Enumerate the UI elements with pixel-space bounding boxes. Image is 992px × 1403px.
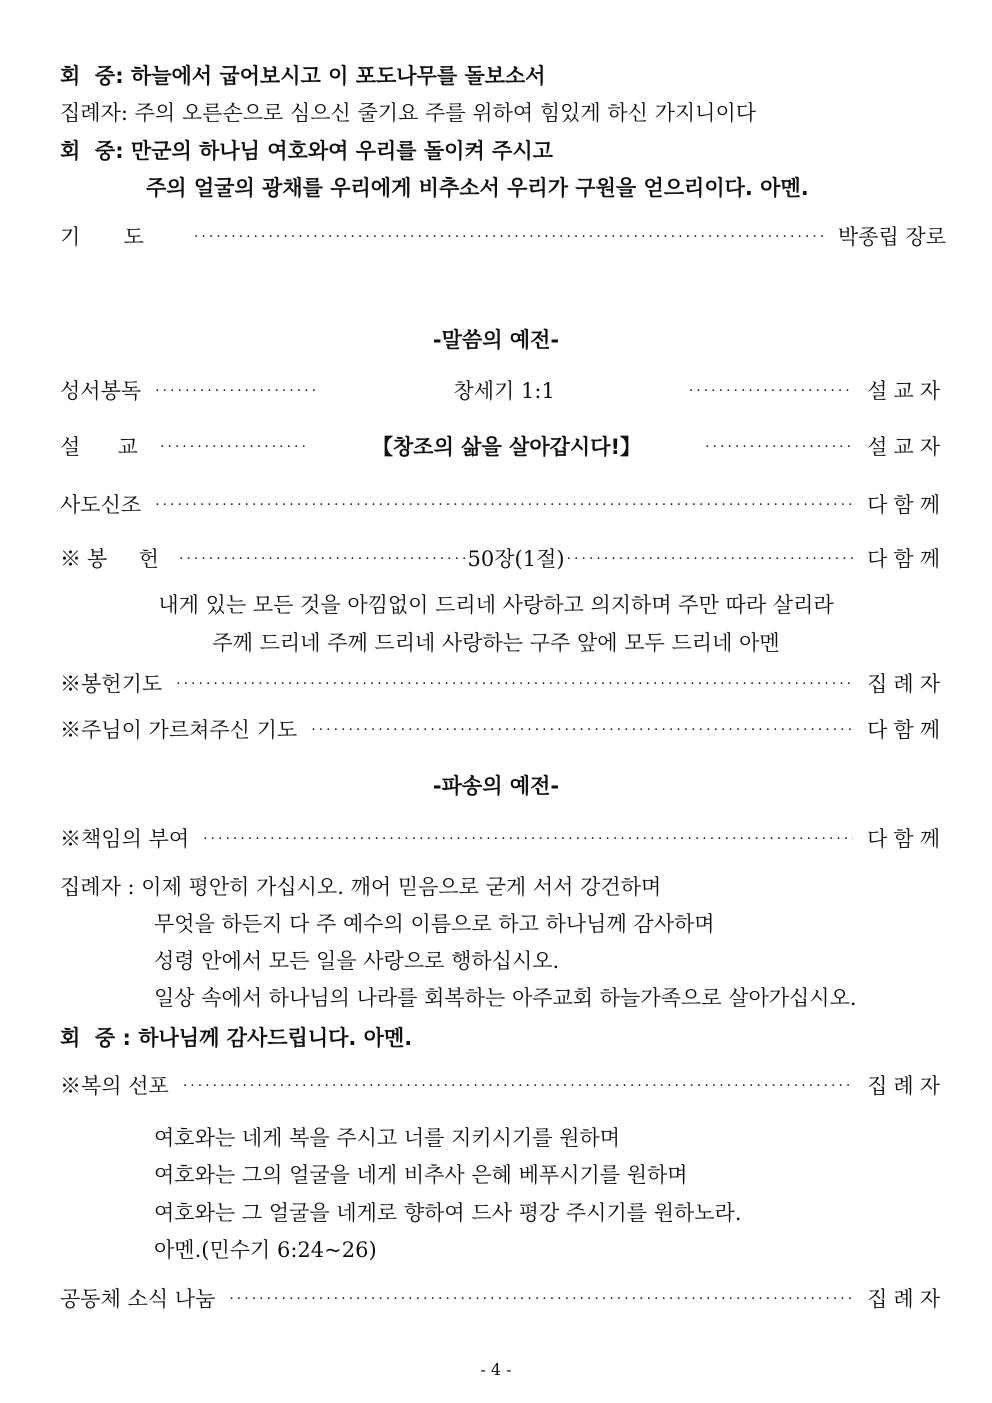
leader-dots	[179, 545, 466, 573]
section-heading-sending: -파송의 예전-	[432, 774, 560, 798]
leader-dots	[194, 223, 824, 251]
hymn-lyric-2: 주께 드리네 주께 드리네 사랑하는 구주 앞에 모두 드리네 아멘	[212, 631, 780, 655]
leader-dots	[229, 1285, 853, 1313]
order-item-creed	[60, 490, 946, 520]
response-line-2	[60, 99, 756, 127]
item-leader: 다함께	[867, 718, 946, 742]
item-label: ※봉헌기도	[60, 672, 163, 696]
item-label: ※책임의 부여	[60, 827, 190, 851]
order-item-prayer	[60, 222, 946, 252]
response-text: 하나님께 감사드립니다. 아멘.	[138, 1026, 413, 1050]
response-line-4	[146, 174, 809, 202]
hymn-lyric-1: 내게 있는 모든 것을 아낌없이 드리네 사랑하고 의지하며 주만 따라 살리라	[158, 593, 834, 617]
item-label: ※주님이 가르쳐주신 기도	[60, 718, 298, 742]
response-text: 주의 오른손으로 심으신 줄기요 주를 위하여 힘있게 하신 가지니이다	[134, 101, 757, 125]
item-leader: 다함께	[867, 493, 946, 517]
leader-line-1	[60, 873, 661, 901]
item-leader: 설교자	[867, 435, 946, 459]
order-item-offering	[60, 544, 946, 574]
leader-dots	[311, 716, 853, 744]
item-label: 설 교	[60, 435, 146, 459]
item-label: 기 도	[60, 225, 154, 249]
order-item-lords-prayer	[60, 715, 946, 745]
item-label: ※복의 선포	[60, 1074, 169, 1098]
item-leader: 집례자	[867, 1287, 946, 1311]
leader-text: 이제 평안히 가십시오. 깨어 믿음으로 굳게 서서 강건하며	[141, 875, 662, 899]
leader-dots	[183, 1072, 853, 1100]
item-label: 성서봉독	[60, 379, 142, 403]
leader-line-3: 성령 안에서 모든 일을 사랑으로 행하십시오.	[154, 949, 560, 973]
item-leader: 박종립 장로	[837, 225, 946, 249]
leader-line-4: 일상 속에서 하나님의 나라를 회복하는 아주교회 하늘가족으로 살아가십시오.	[154, 986, 857, 1010]
page-number: - 4 -	[480, 1360, 512, 1379]
section-heading-word: -말씀의 예전-	[432, 328, 560, 352]
response-text: 만군의 하나님 여호와여 우리를 돌이켜 주시고	[130, 139, 553, 163]
leader-dots	[567, 545, 854, 573]
item-center: 창세기 1:1	[453, 379, 555, 403]
item-label: 공동체 소식 나눔	[60, 1287, 216, 1311]
order-item-reading	[60, 376, 946, 406]
response-line-1	[60, 62, 546, 90]
order-item-news	[60, 1284, 946, 1314]
blessing-line-1: 여호와는 네게 복을 주시고 너를 지키시기를 원하며	[154, 1126, 621, 1150]
speaker-label: 집례자:	[60, 101, 128, 125]
order-item-benediction	[60, 1071, 946, 1101]
response-line-3	[60, 137, 553, 165]
item-label: 사도신조	[60, 493, 142, 517]
blessing-line-2: 여호와는 그의 얼굴을 네게 비추사 은혜 베푸시기를 원하며	[154, 1163, 688, 1187]
leader-dots	[155, 491, 853, 519]
leader-dots	[176, 670, 853, 698]
item-leader: 다함께	[867, 547, 946, 571]
item-leader: 다함께	[867, 827, 946, 851]
order-item-commission	[60, 824, 946, 854]
item-label: ※봉 헌	[60, 547, 165, 571]
leader-line-2: 무엇을 하든지 다 주 예수의 이름으로 하고 하나님께 감사하며	[154, 912, 715, 936]
response-text: 주의 얼굴의 광채를 우리에게 비추소서 우리가 구원을 얻으리이다. 아멘.	[146, 176, 809, 200]
speaker-label: 집례자 :	[60, 875, 135, 899]
leader-dots	[203, 825, 853, 853]
hymn-number: 50장(1절)	[467, 547, 565, 571]
leader-dots	[689, 377, 853, 405]
item-leader: 집례자	[867, 1074, 946, 1098]
sermon-title: 【창조의 삶을 살아갑시다!】	[372, 435, 642, 459]
speaker-label: 회 중:	[60, 139, 124, 163]
blessing-line-3: 여호와는 그 얼굴을 네게로 향하여 드사 평강 주시기를 원하노라.	[154, 1201, 742, 1225]
item-leader: 집례자	[867, 672, 946, 696]
leader-dots	[155, 377, 319, 405]
congregation-response	[60, 1024, 412, 1052]
response-text: 하늘에서 굽어보시고 이 포도나무를 돌보소서	[130, 64, 546, 88]
blessing-line-4: 아멘.(민수기 6:24~26)	[154, 1238, 377, 1262]
item-leader: 설교자	[867, 379, 946, 403]
leader-dots	[705, 433, 853, 461]
order-item-offering-prayer	[60, 669, 946, 699]
order-item-sermon	[60, 432, 946, 462]
leader-dots	[160, 433, 308, 461]
speaker-label: 회 중:	[60, 64, 124, 88]
speaker-label: 회 중 :	[60, 1026, 131, 1050]
